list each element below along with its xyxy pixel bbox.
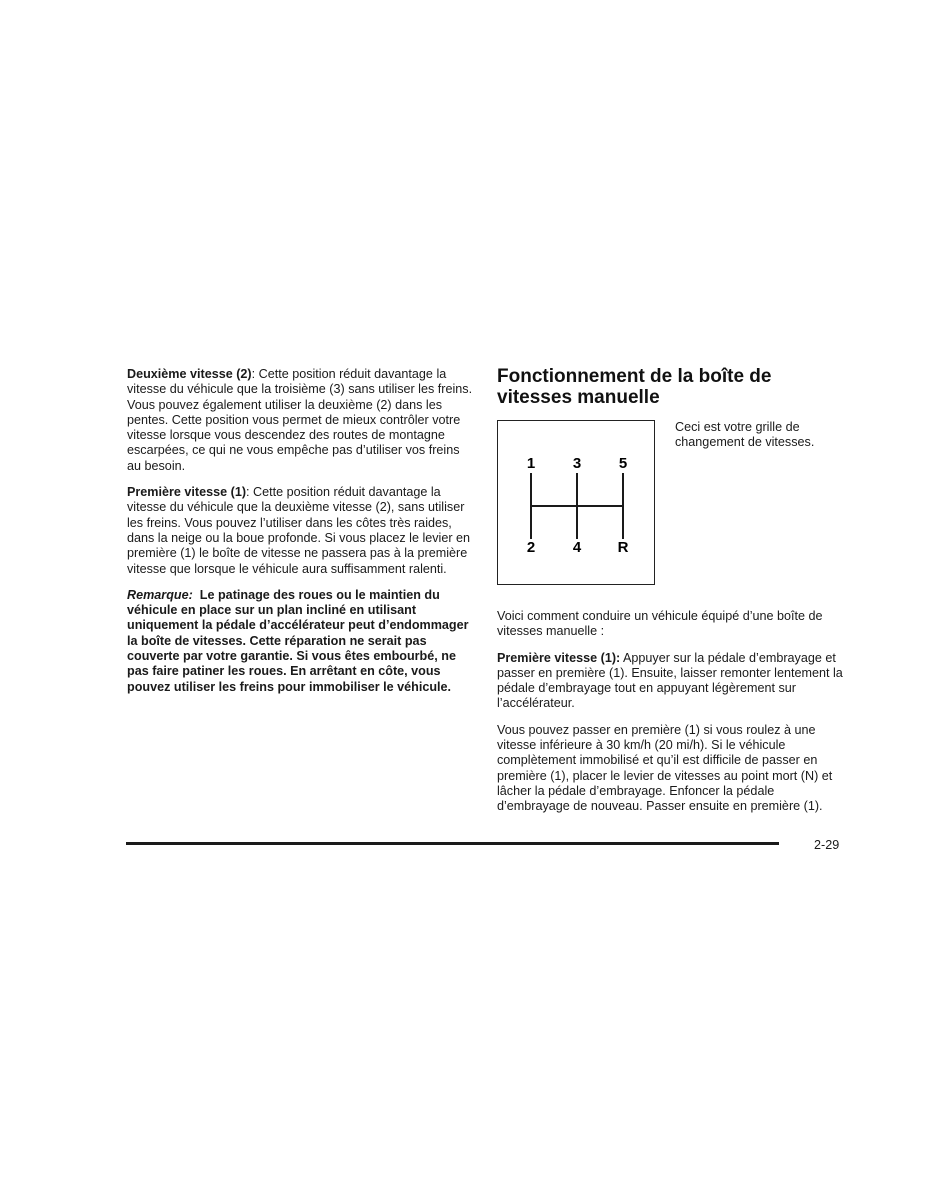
second-gear-text: : Cette position réduit davantage la vitesse du véhicule que la troisième (3) sans utiliser les freins. Vous pouvez également utiliser la deuxième (2) dans les pentes. Cette position vous permet de mieux contrôler votre vitesse lorsque vous descendez des routes de montagne escarpées, ce qui ne vous empêche pas d’utiliser vos freins au besoin. bbox=[127, 367, 473, 473]
left-column bbox=[127, 367, 473, 706]
note-label: Remarque: bbox=[127, 587, 193, 602]
footer-rule bbox=[126, 842, 779, 845]
shift-diagram-row bbox=[497, 420, 843, 587]
gear-label-4: 4 bbox=[572, 539, 582, 556]
gear-label-5: 5 bbox=[618, 455, 628, 472]
first-gear-heading: Première vitesse (1) bbox=[127, 485, 247, 500]
gear-label-3: 3 bbox=[572, 455, 582, 472]
paragraph-first-gear bbox=[127, 485, 473, 577]
gear-label-1: 1 bbox=[526, 455, 536, 472]
gear-label-reverse: R bbox=[617, 539, 629, 556]
paragraph-intro: Voici comment conduire un véhicule équipé d’une boîte de vitesses manuelle : bbox=[497, 609, 823, 639]
paragraph-note bbox=[127, 588, 473, 695]
page-number: 2-29 bbox=[814, 838, 840, 852]
section-title: Fonctionnement de la boîte de vitesses manuelle bbox=[497, 366, 772, 408]
gear-label-2: 2 bbox=[526, 539, 536, 556]
shift-pattern-diagram bbox=[497, 420, 655, 585]
paragraph-second-gear bbox=[127, 367, 473, 474]
first-gear-text: : Cette position réduit davantage la vitesse du véhicule que la deuxième vitesse (2), sans utiliser les freins. Vous pouvez l’utiliser dans les côtes très raides, dans la neige ou la boue profonde. Si vous placez le levier en première (1) le boîte de vitesse ne passera pas à la première vitesse que lorsque le véhicule aura suffisamment ralenti. bbox=[127, 485, 471, 576]
second-gear-heading: Deuxième vitesse (2) bbox=[127, 367, 252, 381]
paragraph-first-gear-speed: Vous pouvez passer en première (1) si vous roulez à une vitesse inférieure à 30 km/h (20 mi/h). Si le véhicule complètement immobilisé et qu’il est difficile de passer en première (1), placer le levier de vitesses au point mort (N) et lâcher la pédale d’embrayage. Enfoncer la pédale d’embrayage de nouveau. Passer ensuite en première (1). bbox=[497, 722, 833, 814]
diagram-caption: Ceci est votre grille de changement de vitesses. bbox=[675, 420, 815, 450]
shift-pattern-graphic bbox=[498, 421, 653, 583]
note-text: Le patinage des roues ou le maintien du véhicule en place sur un plan incliné en utilisant uniquement la pédale d’accélérateur peut d’endommager la boîte de vitesses. Cette réparation ne serait pas couverte par votre garantie. Si vous êtes embourbé, ne pas faire patiner les roues. En arrêtant en côte, vous pouvez utiliser les freins pour immobiliser le véhicule. bbox=[127, 587, 469, 694]
paragraph-first-gear-procedure bbox=[497, 651, 843, 712]
right-column bbox=[497, 366, 843, 826]
first-gear-procedure-text: Appuyer sur la pédale d’embrayage et passer en première (1). Ensuite, laisser remonter lentement la pédale d’embrayage tout en appuyant légèrement sur l’accélérateur. bbox=[497, 650, 843, 711]
first-gear-procedure-heading: Première vitesse (1): bbox=[497, 650, 621, 665]
